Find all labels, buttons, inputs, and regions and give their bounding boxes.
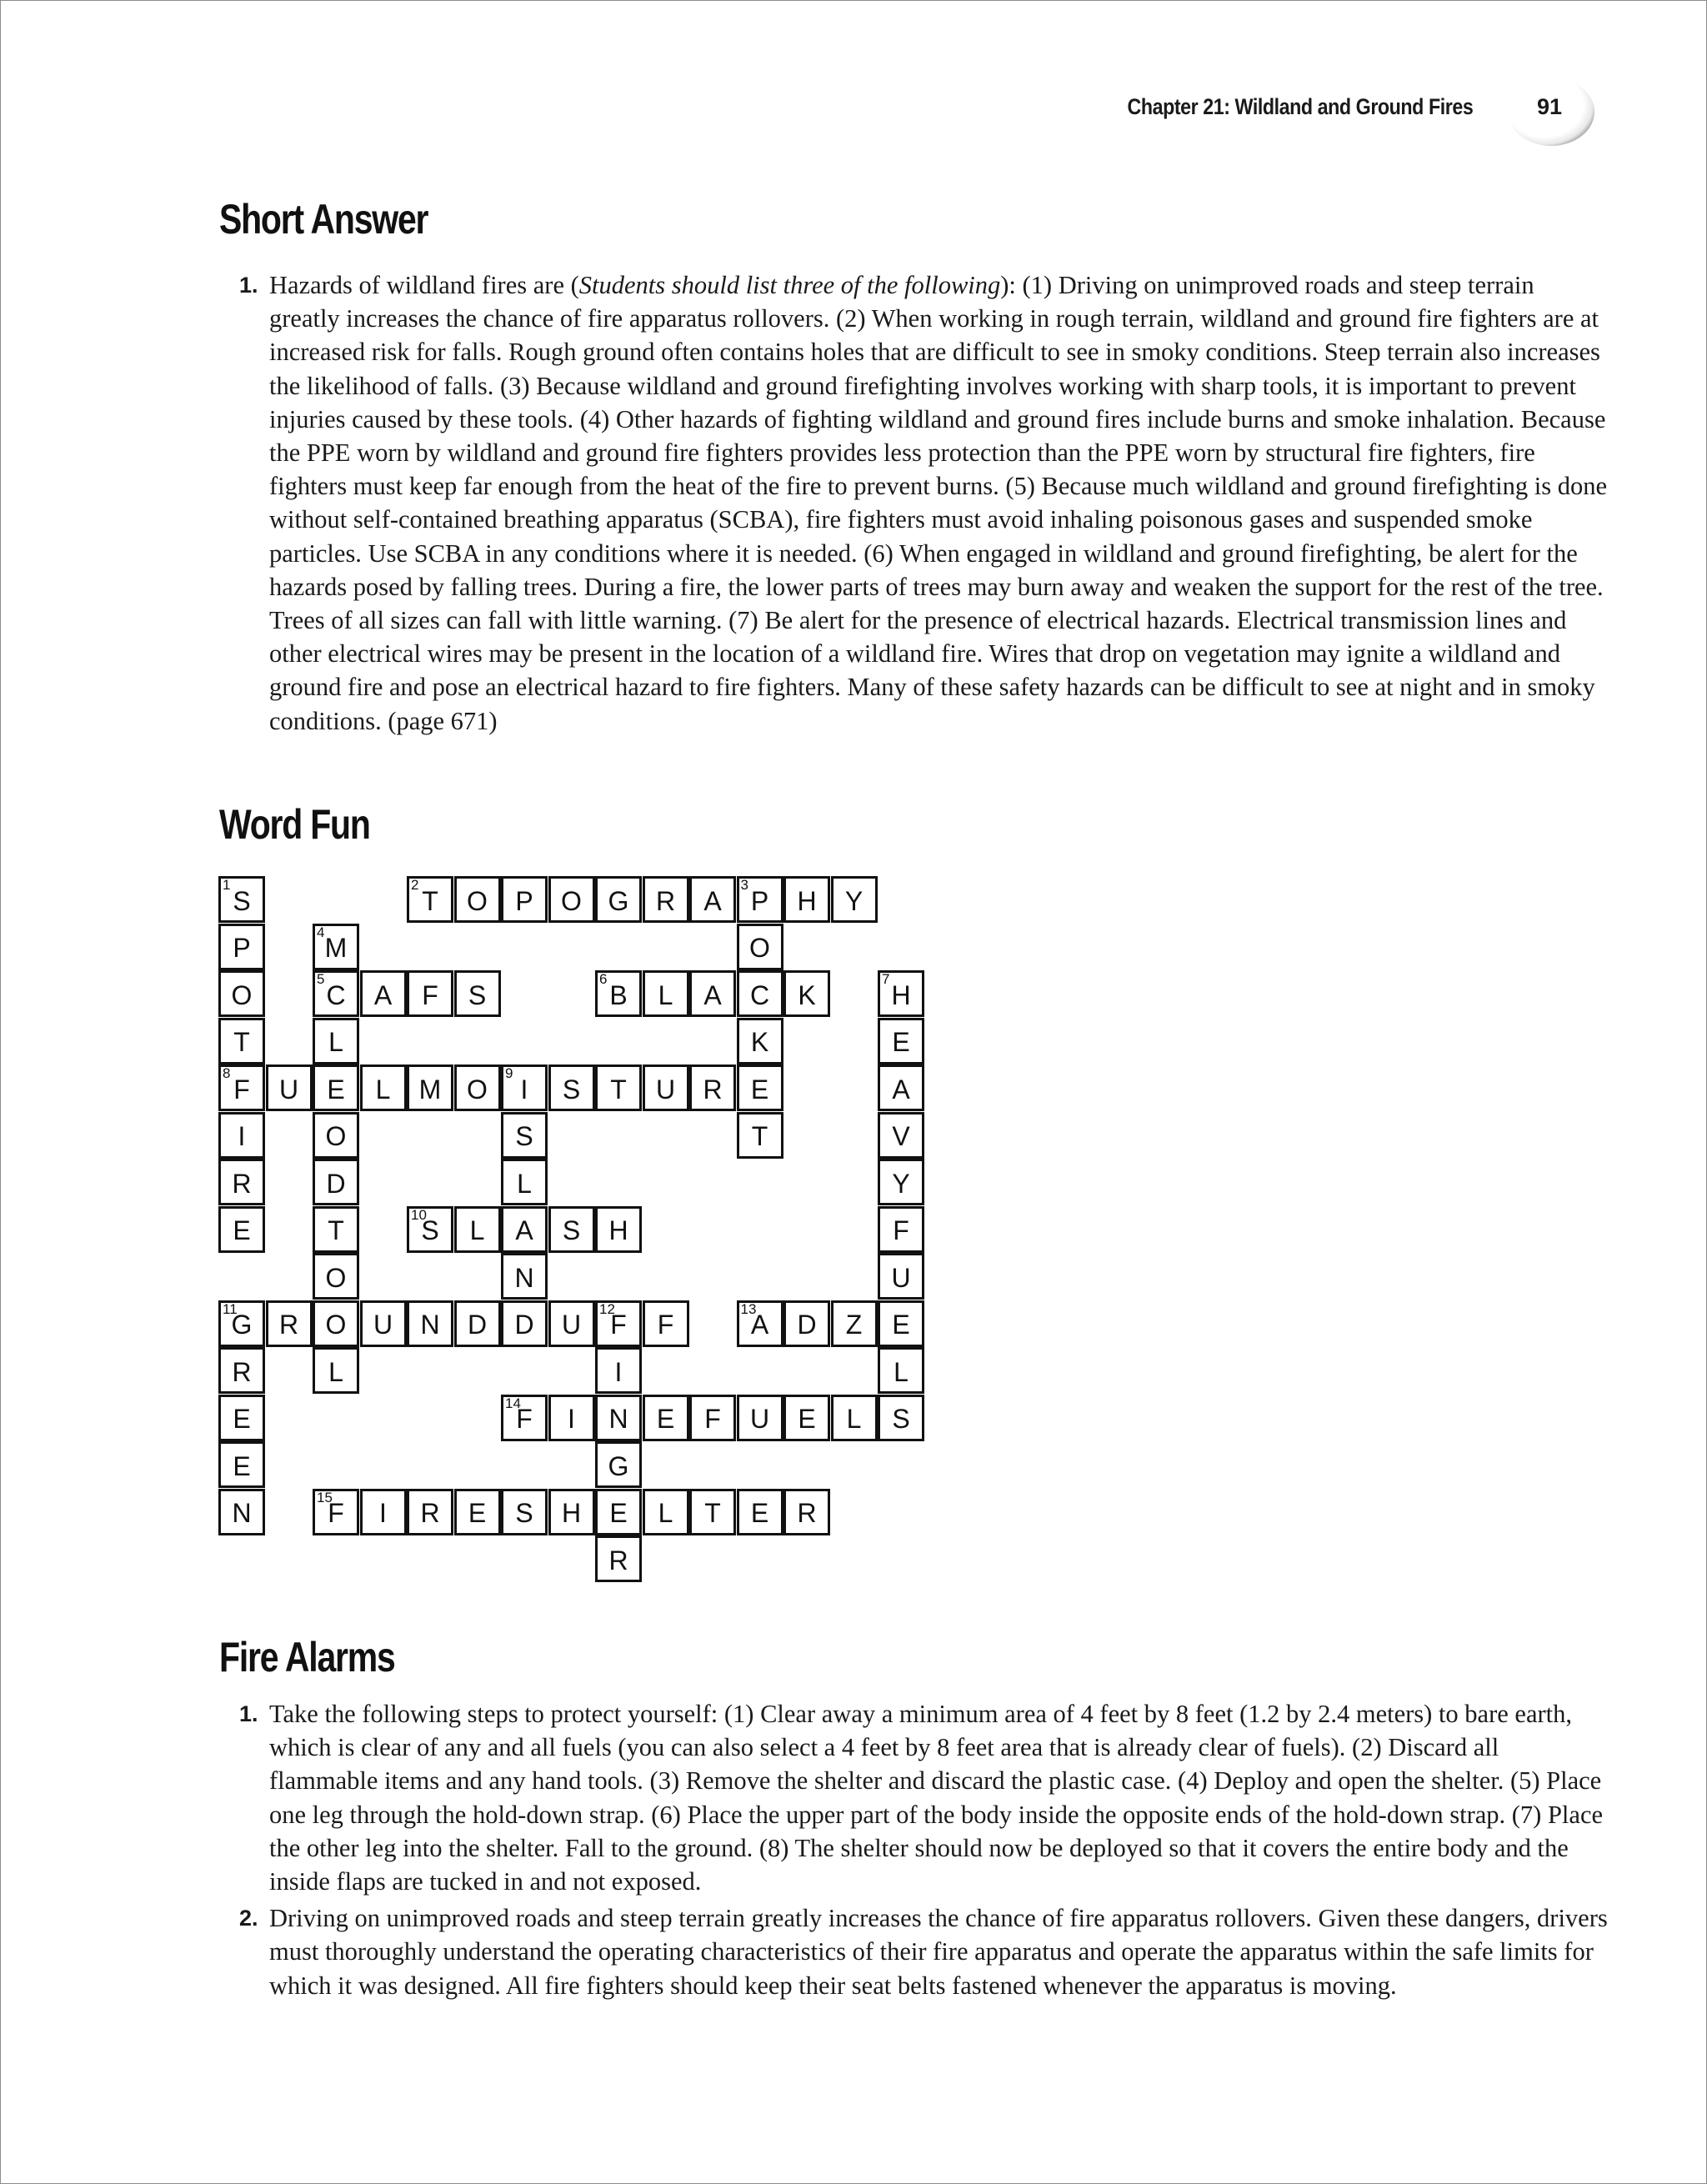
crossword-cell [313,1159,359,1205]
crossword-cell [878,1347,924,1394]
cell-letter: O [749,933,770,963]
crossword-cell [831,876,878,923]
clue-number: 5 [317,971,325,987]
crossword-cell [218,1395,265,1441]
cell-letter: D [467,1310,488,1340]
crossword-cell [878,1159,924,1205]
cell-letter: O [325,1262,347,1293]
cell-letter: R [278,1310,299,1340]
fire-alarms-heading: Fire Alarms [219,1634,395,1681]
crossword-cell [783,1300,830,1347]
clue-number: 7 [882,971,890,987]
cell-letter: U [373,1310,393,1340]
crossword-cell [595,970,642,1017]
cell-letter: L [517,1168,532,1199]
crossword-cell [689,876,736,923]
crossword-cell [313,924,359,970]
crossword-cell [313,1112,359,1159]
cell-letter: R [608,1545,628,1575]
cell-letter: E [233,1450,251,1481]
crossword-cell [643,1300,689,1347]
crossword-cell [218,924,265,970]
cell-letter: O [467,1074,488,1105]
crossword-cell [878,1395,924,1441]
clue-number: 14 [505,1395,521,1411]
item-text: ): (1) Driving on unimproved roads and steep terrain greatly increases the chance of fire apparatus rollovers. (2) When working in rough terrain, wildland and ground fire fighters are at increased risk for falls. Rough ground often contains holes that are difficult to see in smoky conditions. Steep terrain also increases the likelihood of falls. (3) Because wildland and ground firefighting involves working with sharp tools, it is important to prevent injuries caused by these tools. (4) Other hazards of fighting wildland and ground fires include burns and smoke inhalation. Because the PPE worn by wildland and ground fire fighters provides less protection than the PPE worn by structural fire fighters, fire fighters must keep far enough from the heat of the fire to prevent burns. (5) Because much wildland and ground firefighting is done without self-contained breathing apparatus (SCBA), fire fighters must avoid inhaling poisonous gases and suspended smoke particles. Use SCBA in any conditions where it is needed. (6) When engaged in wildland and ground firefighting, be alert for the hazards posed by falling trees. During a fire, the lower parts of trees may burn away and weaken the support for the rest of the tree. Trees of all sizes can fall with little warning. (7) Be alert for the presence of electrical hazards. Electrical transmission lines and other electrical wires may be present in the location of a wildland fire. Wires that drop on vegetation may ignite a wildland and ground fire and pose an electrical hazard to fire fighters. Many of these safety hazards can be difficult to see at night and in smoky conditions. (page 671) [269,271,1608,735]
crossword-cell [643,1064,689,1111]
crossword-cell [407,1206,453,1253]
crossword-cell [501,1253,548,1300]
crossword-cell [501,1395,548,1441]
cell-letter: F [704,1404,721,1434]
crossword-cell [737,1395,783,1441]
crossword-cell [595,1489,642,1535]
cell-letter: I [614,1356,623,1387]
crossword-cell [407,876,453,923]
crossword-cell [689,1489,736,1535]
cell-letter: A [703,979,722,1010]
clue-number: 1 [223,877,231,893]
cell-letter: P [515,885,533,916]
crossword-cell [407,1300,453,1347]
crossword-cell [737,1489,783,1535]
crossword-cell [407,1489,453,1535]
word-fun-heading: Word Fun [219,801,370,848]
clue-number: 8 [223,1065,231,1081]
clue-number: 3 [740,877,748,893]
item-text: Driving on unimproved roads and steep terrain greatly increases the chance of fire apparatus rollovers. Given these dangers, drivers must thoroughly understand the operating characteristics of their fire apparatus and operate the apparatus within the safe limits for which it was designed. All fire fighters should keep their seat belts fastened whenever the apparatus is moving. [269,1904,1608,2000]
cell-letter: H [891,979,911,1010]
crossword-cell [689,1064,736,1111]
crossword-cell [548,876,595,923]
crossword-cell [313,1347,359,1394]
crossword-cell [548,1395,595,1441]
cell-letter: E [233,1215,251,1245]
crossword-cell [643,1489,689,1535]
cell-letter: B [609,979,628,1010]
cell-letter: F [657,1310,674,1340]
crossword-cell [266,1300,313,1347]
cell-letter: T [610,1074,627,1105]
clue-number: 10 [411,1206,427,1223]
fire-alarms-item [234,1901,1609,2002]
crossword-cell [501,1206,548,1253]
cell-letter: G [608,885,629,916]
crossword-cell [407,1064,453,1111]
cell-letter: F [422,979,438,1010]
cell-letter: A [892,1074,910,1105]
cell-letter: L [375,1074,391,1105]
cell-letter: K [750,1027,769,1057]
crossword-cell [360,1064,407,1111]
cell-letter: A [750,1310,769,1340]
cell-letter: G [231,1310,253,1340]
cell-letter: N [514,1262,534,1293]
crossword-cell [548,1206,595,1253]
cell-letter: H [561,1498,582,1528]
crossword-cell [689,970,736,1017]
cell-letter: H [797,885,817,916]
cell-letter: O [561,885,582,916]
crossword-cell [501,1489,548,1535]
cell-letter: F [610,1310,627,1340]
crossword-cell [501,1112,548,1159]
cell-letter: L [658,1498,673,1528]
crossword-cell [313,1064,359,1111]
cell-letter: E [609,1498,628,1528]
crossword-cell [360,1300,407,1347]
cell-letter: N [420,1310,440,1340]
crossword-cell [454,1489,501,1535]
cell-letter: F [328,1498,344,1528]
cell-letter: E [468,1498,487,1528]
cell-letter: U [561,1310,582,1340]
cell-letter: O [467,885,488,916]
cell-letter: O [231,979,253,1010]
crossword-cell [783,876,830,923]
clue-number: 4 [317,924,325,940]
cell-letter: S [233,885,251,916]
cell-letter: R [703,1074,723,1105]
clue-number: 13 [740,1300,757,1317]
item-italic-note: Students should list three of the following [578,271,1001,299]
crossword-cell [737,924,783,970]
cell-letter: S [468,979,487,1010]
cell-letter: E [233,1404,251,1434]
crossword-cell [360,970,407,1017]
crossword-cell [878,1018,924,1064]
cell-letter: H [608,1215,628,1245]
cell-letter: C [749,979,770,1010]
crossword-cell [878,970,924,1017]
cell-letter: M [418,1074,442,1105]
crossword-cell [831,1300,878,1347]
cell-letter: F [516,1404,533,1434]
cell-letter: T [422,885,438,916]
crossword-cell [218,1018,265,1064]
cell-letter: T [704,1498,721,1528]
item-number: 1. [239,273,258,298]
cell-letter: E [327,1074,345,1105]
cell-letter: S [515,1121,533,1151]
crossword-cell [643,1395,689,1441]
running-head: Chapter 21: Wildland and Ground Fires [1127,94,1473,119]
crossword-cell [218,1300,265,1347]
crossword-cell [548,1064,595,1111]
crossword-cell [218,1064,265,1111]
cell-letter: L [846,1404,862,1434]
crossword-cell [595,1300,642,1347]
crossword-cell [454,1064,501,1111]
cell-letter: C [326,979,346,1010]
crossword-cell [218,1347,265,1394]
crossword-cell [878,1064,924,1111]
cell-letter: E [656,1404,675,1434]
item-lead: Hazards of wildland fires are ( [269,271,579,299]
cell-letter: L [894,1356,909,1387]
cell-letter: R [232,1356,252,1387]
crossword-cell [313,1206,359,1253]
cell-letter: P [233,933,251,963]
clue-number: 11 [223,1300,238,1317]
cell-letter: T [233,1027,250,1057]
cell-letter: R [232,1168,252,1199]
cell-letter: E [892,1310,910,1340]
fire-alarms-list [234,1697,1609,2006]
cell-letter: Y [844,885,864,916]
crossword-cell [737,1112,783,1159]
crossword-cell [878,1112,924,1159]
fire-alarms-item [234,1697,1609,1898]
crossword-cell [313,970,359,1017]
item-number: 2. [239,1906,258,1931]
cell-letter: V [892,1121,910,1151]
cell-letter: S [515,1498,533,1528]
cell-letter: M [324,933,348,963]
cell-letter: I [520,1074,528,1105]
crossword-cell [783,1395,830,1441]
crossword-cell [501,876,548,923]
cell-letter: E [750,1074,769,1105]
clue-number: 9 [505,1065,513,1081]
crossword-cell [360,1489,407,1535]
crossword-cell [595,1441,642,1488]
cell-letter: L [469,1215,485,1245]
cell-letter: E [892,1027,910,1057]
crossword-cell [313,1253,359,1300]
crossword-cell [454,876,501,923]
cell-letter: Z [845,1310,863,1340]
cell-letter: R [420,1498,440,1528]
crossword-cell [595,1064,642,1111]
cell-letter: R [655,885,676,916]
cell-letter: R [797,1498,817,1528]
crossword-cell [783,1489,830,1535]
crossword-cell [595,1206,642,1253]
clue-number: 2 [411,877,419,893]
cell-letter: K [798,979,816,1010]
short-answer-list [234,268,1609,741]
crossword-cell [595,1347,642,1394]
clue-number: 12 [599,1300,615,1317]
crossword-cell [454,970,501,1017]
crossword-cell [313,1300,359,1347]
cell-letter: A [515,1215,533,1245]
crossword-cell [878,1253,924,1300]
crossword-cell [831,1395,878,1441]
cell-letter: S [562,1074,581,1105]
crossword-cell [218,1441,265,1488]
crossword-cell [783,970,830,1017]
cell-letter: G [608,1450,629,1481]
crossword-cell [501,1300,548,1347]
cell-letter: T [751,1121,768,1151]
clue-number: 15 [317,1489,333,1505]
cell-letter: I [568,1404,575,1434]
cell-letter: D [797,1310,817,1340]
crossword-cell [218,1206,265,1253]
crossword-cell [266,1064,313,1111]
cell-letter: L [328,1027,343,1057]
crossword-cell [737,1300,783,1347]
crossword-cell [643,876,689,923]
crossword-cell [218,876,265,923]
cell-letter: E [798,1404,816,1434]
page-number: 91 [1536,94,1563,119]
crossword-cell [689,1395,736,1441]
crossword-cell [407,970,453,1017]
crossword-cell [878,1300,924,1347]
cell-letter: E [750,1498,769,1528]
cell-letter: L [658,979,673,1010]
crossword-cell [501,1064,548,1111]
crossword-cell [737,876,783,923]
cell-letter: P [750,885,769,916]
crossword-cell [737,970,783,1017]
crossword-cell [878,1206,924,1253]
crossword-cell [595,1535,642,1582]
item-text: Take the following steps to protect yourself: (1) Clear away a minimum area of 4 feet by 8 feet (1.2 by 2.4 meters) to bare earth, which is clear of any and all fuels (you can also select a 4 feet by 8 feet area that is already clear of fuels). (2) Discard all flammable items and any hand tools. (3) Remove the shelter and discard the plastic case. (4) Deploy and open the shelter. (5) Place one leg through the hold-down strap. (6) Place the upper part of the body inside the opposite ends of the hold-down strap. (7) Place the other leg into the shelter. Fall to the ground. (8) The shelter should now be deployed so that it covers the entire body and the inside flaps are tucked in and not exposed. [269,1700,1604,1896]
cell-letter: D [326,1168,346,1199]
crossword-cell [218,1112,265,1159]
crossword-cell [737,1064,783,1111]
crossword-cell [501,1159,548,1205]
crossword-cell [454,1300,501,1347]
cell-letter: S [562,1215,581,1245]
cell-letter: F [893,1215,909,1245]
crossword-cell [595,876,642,923]
cell-letter: A [373,979,393,1010]
crossword-cell [643,970,689,1017]
cell-letter: U [749,1404,770,1434]
cell-letter: F [233,1074,250,1105]
crossword-cell [454,1206,501,1253]
cell-letter: U [891,1262,911,1293]
crossword-cell [548,1300,595,1347]
cell-letter: O [325,1121,347,1151]
crossword-cell [218,1159,265,1205]
crossword-cell [548,1489,595,1535]
crossword-cell [595,1395,642,1441]
cell-letter: S [421,1215,439,1245]
cell-letter: I [238,1121,246,1151]
short-answer-item [234,268,1609,738]
cell-letter: A [703,885,722,916]
short-answer-heading: Short Answer [219,196,428,243]
cell-letter: O [325,1310,347,1340]
clue-number: 6 [599,971,608,987]
crossword-cell [218,1489,265,1535]
cell-letter: T [328,1215,344,1245]
cell-letter: U [655,1074,676,1105]
cell-letter: S [892,1404,910,1434]
crossword-cell [737,1018,783,1064]
cell-letter: N [608,1404,628,1434]
cell-letter: I [379,1498,387,1528]
cell-letter: D [514,1310,534,1340]
cell-letter: U [278,1074,299,1105]
cell-letter: N [232,1498,252,1528]
crossword-cell [313,1018,359,1064]
cell-letter: Y [892,1168,910,1199]
crossword-cell [218,970,265,1017]
cell-letter: L [328,1356,343,1387]
item-number: 1. [239,1701,258,1726]
crossword-cell [313,1489,359,1535]
